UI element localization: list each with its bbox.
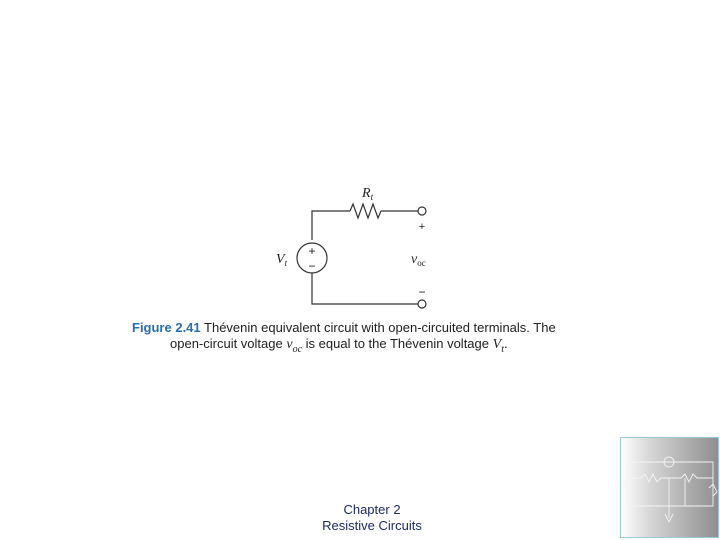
circuit-thumbnail-image (621, 438, 720, 539)
footer-title: Resistive Circuits (322, 518, 422, 533)
resistor-label: $R_t$ (362, 186, 374, 202)
wire-bottom (312, 273, 418, 304)
figure-caption (132, 320, 602, 358)
terminal-bottom (418, 300, 426, 308)
caption-text-3: is equal to the Thévenin voltage (305, 336, 489, 351)
wire-top-left (312, 211, 350, 240)
circuit-thumbnail-logo (620, 437, 719, 538)
caption-line-2 (132, 336, 602, 358)
resistor-rt (350, 204, 381, 218)
terminal-minus-sign: − (418, 285, 426, 299)
source-label: $V_t$ (276, 252, 288, 268)
voltage-label: $v_{oc}$ (411, 252, 426, 268)
figure-number: Figure 2.41 (132, 320, 201, 335)
terminal-top (418, 207, 426, 215)
caption-var-vt: $V_t$ (492, 337, 504, 355)
footer-chapter: Chapter 2 (343, 502, 401, 517)
source-plus-sign: + (308, 244, 316, 258)
slide-footer (272, 502, 472, 534)
caption-text-2: open-circuit voltage (170, 336, 283, 351)
caption-text-1: Thévenin equivalent circuit with open-circuited terminals. The (204, 320, 556, 335)
caption-var-voc: $v_{oc}$ (286, 337, 303, 355)
source-minus-sign: − (308, 259, 316, 273)
caption-text-4: . (503, 336, 508, 351)
terminal-plus-sign: + (418, 221, 426, 233)
